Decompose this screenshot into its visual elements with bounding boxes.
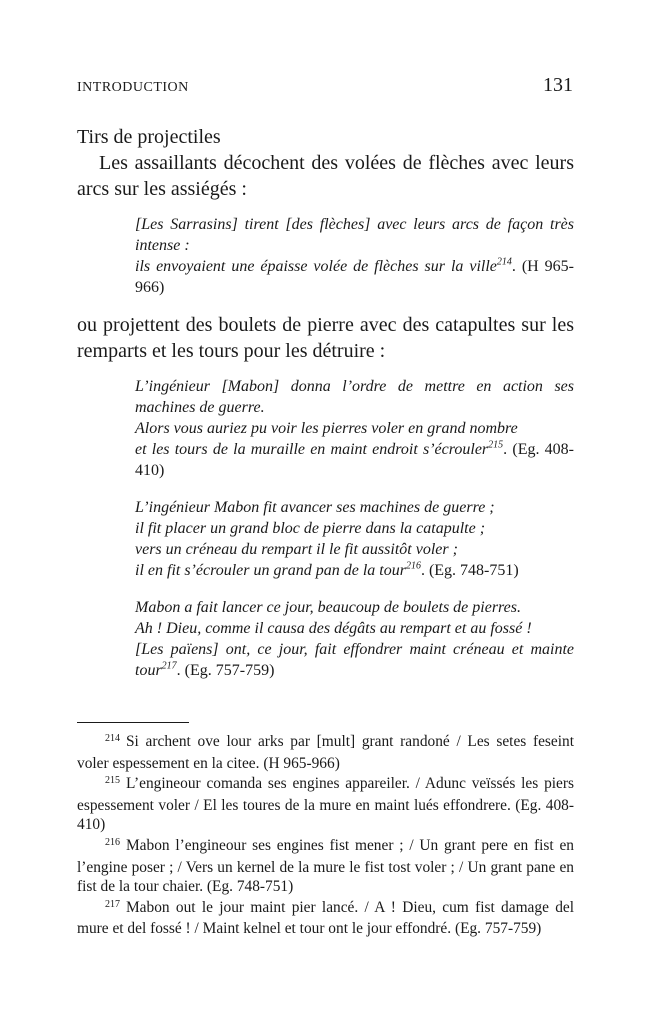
- page-number: 131: [543, 74, 573, 96]
- footnote-rule: [77, 722, 189, 723]
- paragraph-1: Les assaillants décochent des volées de flèches avec leurs arcs sur les assiégés :: [77, 152, 574, 200]
- footnote: [77, 774, 574, 835]
- quote-line: Alors vous auriez pu voir les pierres voler en grand nombre: [135, 420, 518, 437]
- quote-line: ils envoyaient une épaisse volée de flèches sur la ville$^{214}$. (H 965-966): [135, 256, 575, 296]
- quote-line: [Les païens] ont, ce jour, fait effondrer maint créneau et mainte tour$^{217}$. (Eg. 757-759): [135, 641, 574, 679]
- verse-reference: . (Eg. 757-759): [176, 662, 275, 679]
- quote-block-3: [135, 497, 574, 581]
- footnote-text: Si archent ove lour arks par [mult] grant randoné / Les setes feseint voler espessement en la citee. (H 965-966): [77, 733, 574, 772]
- footnote-number: 216: [105, 836, 120, 848]
- footnote-ref[interactable]: 215: [488, 439, 504, 451]
- footnote: [77, 898, 574, 939]
- quote-line: L’ingénieur Mabon fit avancer ses machines de guerre ;: [135, 499, 495, 516]
- verse-reference: . (Eg. 748-751): [420, 562, 519, 579]
- quote-line: [Les Sarrasins] tirent [des flèches] avec leurs arcs de façon très intense :: [135, 216, 574, 254]
- quote-line: Ah ! Dieu, comme il causa des dégâts au rempart et au fossé !: [135, 620, 532, 637]
- footnote-text: L’engineour comanda ses engines appareiler. / Adunc veïssés les piers espessement voler / El les toures de la mure en maint lués effondrere. (Eg. 408-410): [77, 775, 574, 834]
- paragraph-2: ou projettent des boulets de pierre avec des catapultes sur les remparts et les tours pour les détruire :: [77, 314, 574, 362]
- section-title: Tirs de projectiles: [77, 126, 221, 148]
- main-text: [77, 124, 574, 681]
- verse-reference: . (Eg. 408-410): [135, 441, 574, 479]
- quote-line: et les tours de la muraille en maint endroit s’écrouler$^{215}$. (Eg. 408-410): [135, 439, 574, 479]
- quote-line: Mabon a fait lancer ce jour, beaucoup de boulets de pierres.: [135, 599, 521, 616]
- footnote-number: 215: [105, 775, 120, 787]
- footnote-number: 217: [105, 898, 120, 910]
- footnote: [77, 732, 574, 773]
- verse-reference: . (H 965-966): [135, 258, 575, 296]
- quote-block-1: [135, 214, 574, 298]
- running-title: INTRODUCTION: [77, 80, 189, 95]
- footnote: [77, 836, 574, 897]
- footnote-ref[interactable]: 214: [496, 256, 512, 268]
- running-head: [77, 74, 573, 100]
- quote-line: L’ingénieur [Mabon] donna l’ordre de mettre en action ses machines de guerre.: [135, 378, 574, 416]
- footnotes: [77, 732, 574, 940]
- footnote-text: Mabon out le jour maint pier lancé. / A ! Dieu, cum fist damage del mure et del fossé ! / Maint kelnel et tour ont le jour effondré. (Eg. 757-759): [77, 898, 574, 938]
- quote-line: il fit placer un grand bloc de pierre dans la catapulte ;: [135, 520, 486, 537]
- quote-line: vers un créneau du rempart il le fit aussitôt voler ;: [135, 541, 458, 558]
- footnote-ref[interactable]: 216: [405, 560, 421, 572]
- quote-line: il en fit s’écrouler un grand pan de la tour$^{216}$. (Eg. 748-751): [135, 560, 519, 579]
- footnote-number: 214: [105, 733, 120, 744]
- quote-block-4: [135, 597, 574, 681]
- footnote-ref[interactable]: 217: [161, 660, 177, 672]
- footnote-text: Mabon l’engineour ses engines fist mener ; / Un grant pere en fist en l’engine poser ; / Vers un kernel de la mure le fist tost voler ; / Un grant pane en fist de la tour chaier. (Eg. 748-751): [77, 836, 574, 896]
- quote-block-2: [135, 376, 574, 481]
